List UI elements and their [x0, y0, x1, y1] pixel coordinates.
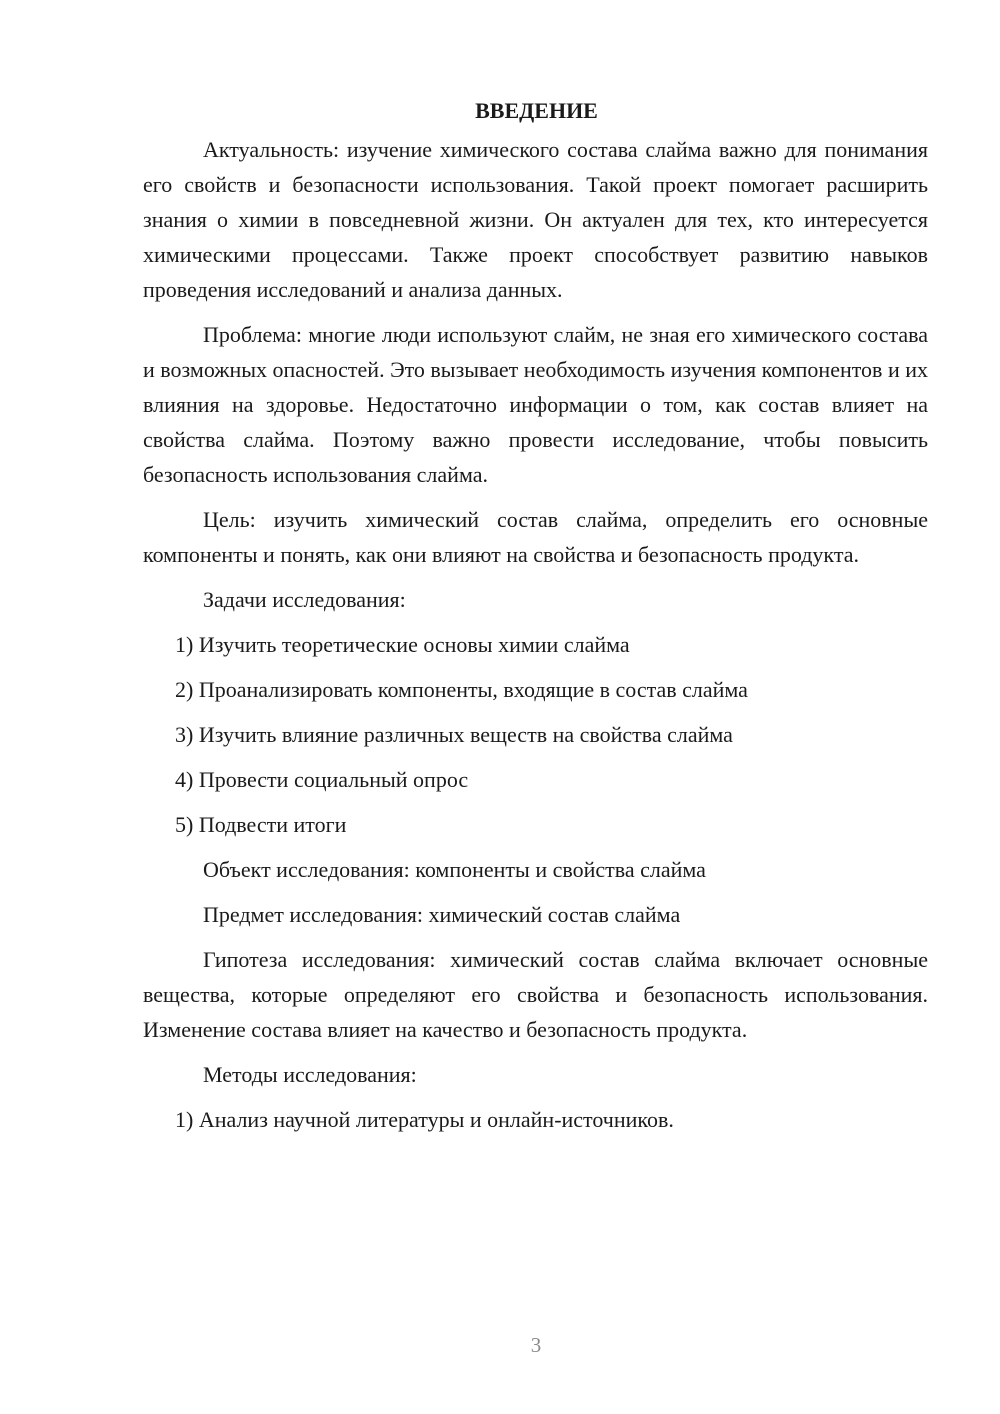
tasks-heading: Задачи исследования:	[203, 587, 406, 612]
list-item: 4) Провести социальный опрос	[175, 767, 469, 792]
methods-heading: Методы исследования:	[203, 1062, 417, 1087]
methods-list	[143, 1102, 928, 1137]
page-title: ВВЕДЕНИЕ	[475, 98, 598, 123]
research-subject: Предмет исследования: химический состав слайма	[203, 902, 681, 927]
research-object: Объект исследования: компоненты и свойства слайма	[203, 857, 706, 882]
problem-paragraph: Проблема: многие люди используют слайм, не зная его химического состава и возможных опасностей. Это вызывает необходимость изучения компонентов и их влияния на здоровье. Недостаточно информации о том, как состав влияет на свойства слайма. Поэтому важно провести исследование, чтобы повысить безопасность использования слайма.	[143, 322, 928, 487]
page-content	[143, 96, 928, 1147]
list-item: 3) Изучить влияние различных веществ на свойства слайма	[175, 722, 733, 747]
goal-paragraph: Цель: изучить химический состав слайма, определить его основные компоненты и понять, как они влияют на свойства и безопасность продукта.	[143, 507, 928, 567]
list-item: 2) Проанализировать компоненты, входящие в состав слайма	[175, 677, 748, 702]
list-item: 1) Изучить теоретические основы химии слайма	[175, 632, 630, 657]
hypothesis-paragraph: Гипотеза исследования: химический состав слайма включает основные вещества, которые определяют его свойства и безопасность использования. Изменение состава влияет на качество и безопасность продукта.	[143, 947, 928, 1042]
tasks-list	[143, 627, 928, 842]
page-number: 3	[530, 1333, 542, 1357]
list-item: 1) Анализ научной литературы и онлайн-источников.	[175, 1107, 674, 1132]
list-item: 5) Подвести итоги	[175, 812, 347, 837]
relevance-paragraph: Актуальность: изучение химического состава слайма важно для понимания его свойств и безопасности использования. Такой проект помогает расширить знания о химии в повседневной жизни. Он актуален для тех, кто интересуется химическими процессами. Также проект способствует развитию навыков проведения исследований и анализа данных.	[143, 137, 928, 302]
